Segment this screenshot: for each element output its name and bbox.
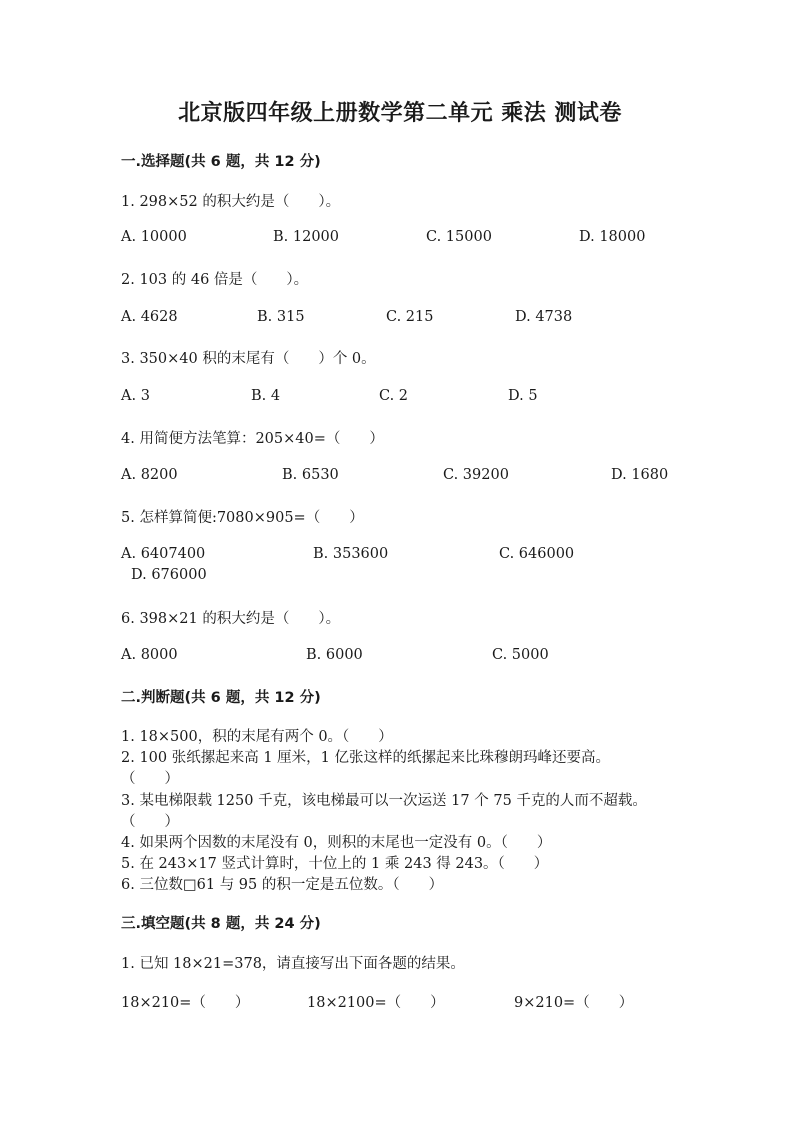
section-heading-fill: 三.填空题(共 8 题，共 24 分) <box>121 916 321 932</box>
question-stem: 1. 已知 18×21=378，请直接写出下面各题的结果。 <box>121 956 465 972</box>
judgement-line: 3. 某电梯限载 1250 千克，该电梯最可以一次运送 17 个 75 千克的人而不超载。 <box>121 793 647 809</box>
option-b: B. 353600 <box>313 546 389 562</box>
judgement-line: 2. 100 张纸摞起来高 1 厘米，1 亿张这样的纸摞起来比珠穆朗玛峰还要高。 <box>121 750 611 766</box>
judgement-answer-blank: （ ） <box>121 814 179 830</box>
fill-item: 9×210=（ ） <box>514 995 634 1011</box>
option-d: D. 5 <box>508 388 538 404</box>
judgement-line: 6. 三位数□61 与 95 的积一定是五位数。（ ） <box>121 877 444 893</box>
option-a: A. 8000 <box>121 647 178 663</box>
question-stem: 4. 用简便方法笔算：205×40=（ ） <box>121 431 384 447</box>
question-stem: 3. 350×40 积的末尾有（ ）个 0。 <box>121 351 376 367</box>
judgement-line: 5. 在 243×17 竖式计算时，十位上的 1 乘 243 得 243。（ ） <box>121 856 549 872</box>
option-b: B. 315 <box>257 309 305 325</box>
section-heading-choice: 一.选择题(共 6 题，共 12 分) <box>121 154 321 170</box>
option-b: B. 4 <box>251 388 281 404</box>
question-stem: 5. 怎样算简便:7080×905=（ ） <box>121 510 364 526</box>
option-a: A. 8200 <box>121 467 178 483</box>
option-c: C. 15000 <box>426 229 492 245</box>
option-d: D. 4738 <box>515 309 573 325</box>
option-c: C. 5000 <box>492 647 549 663</box>
option-a: A. 6407400 <box>121 546 206 562</box>
option-c: C. 646000 <box>499 546 575 562</box>
option-d: D. 676000 <box>131 567 207 583</box>
option-c: C. 39200 <box>443 467 509 483</box>
option-b: B. 12000 <box>273 229 340 245</box>
option-c: C. 2 <box>379 388 409 404</box>
fill-item: 18×2100=（ ） <box>307 995 445 1011</box>
option-c: C. 215 <box>386 309 434 325</box>
option-a: A. 3 <box>121 388 150 404</box>
option-d: D. 18000 <box>579 229 646 245</box>
question-stem: 2. 103 的 46 倍是（ ）。 <box>121 272 309 288</box>
section-heading-judgement: 二.判断题(共 6 题，共 12 分) <box>121 690 321 706</box>
judgement-line: 4. 如果两个因数的末尾没有 0，则积的末尾也一定没有 0。（ ） <box>121 835 552 851</box>
fill-item: 18×210=（ ） <box>121 995 250 1011</box>
page-title: 北京版四年级上册数学第二单元 乘法 测试卷 <box>178 101 622 126</box>
option-a: A. 4628 <box>121 309 178 325</box>
option-b: B. 6000 <box>306 647 363 663</box>
option-b: B. 6530 <box>282 467 339 483</box>
judgement-answer-blank: （ ） <box>121 771 179 787</box>
option-a: A. 10000 <box>121 229 187 245</box>
question-stem: 6. 398×21 的积大约是（ ）。 <box>121 611 341 627</box>
judgement-line: 1. 18×500，积的末尾有两个 0。（ ） <box>121 729 393 745</box>
option-d: D. 1680 <box>611 467 669 483</box>
question-stem: 1. 298×52 的积大约是（ ）。 <box>121 194 341 210</box>
